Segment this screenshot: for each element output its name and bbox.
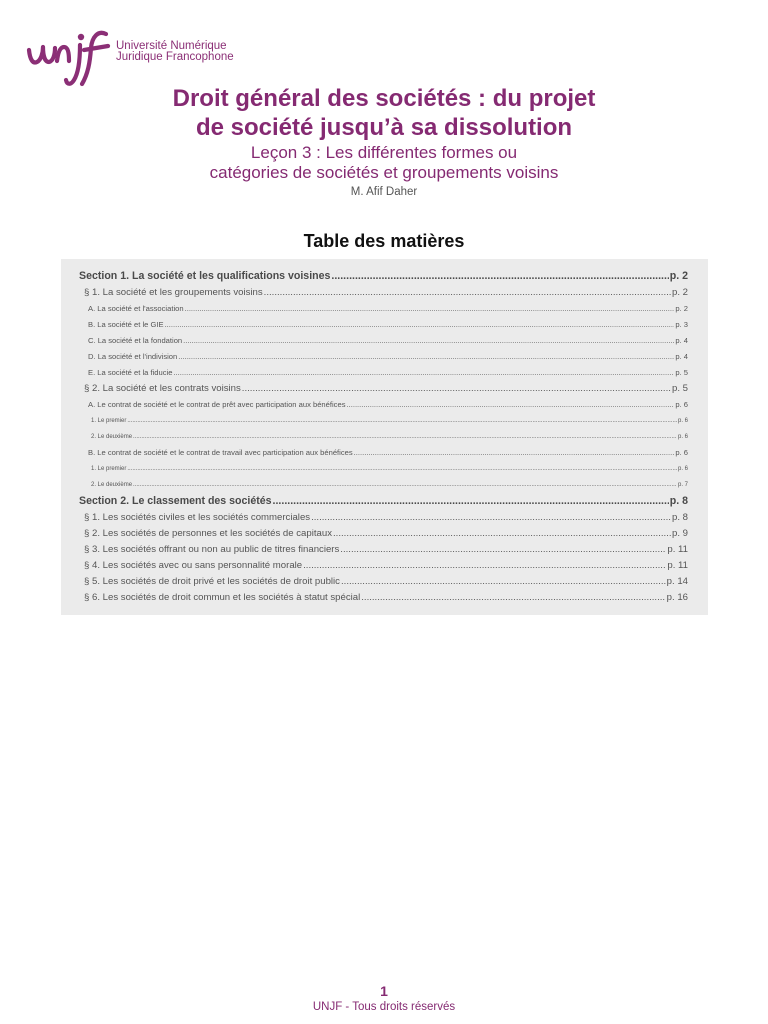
toc-entry[interactable] bbox=[79, 461, 688, 477]
toc-leader-dots bbox=[341, 574, 666, 590]
toc-entry-page: p. 3 bbox=[675, 320, 688, 329]
toc-entry-label: § 6. Les sociétés de droit commun et les sociétés à statut spécial bbox=[84, 592, 361, 603]
toc-leader-dots bbox=[178, 349, 674, 365]
toc-leader-dots bbox=[361, 590, 665, 606]
toc-entry[interactable] bbox=[79, 333, 688, 349]
toc-entry[interactable] bbox=[79, 526, 688, 542]
toc-leader-dots bbox=[242, 381, 671, 397]
toc-leader-dots bbox=[127, 461, 677, 477]
toc-entry-page: p. 6 bbox=[677, 466, 688, 472]
toc-entry-page: p. 5 bbox=[671, 383, 688, 394]
toc-entry-label: § 2. La société et les contrats voisins bbox=[84, 383, 241, 394]
toc-entry-page: p. 8 bbox=[669, 495, 688, 507]
page-footer bbox=[0, 982, 768, 1015]
toc-entry[interactable] bbox=[79, 397, 688, 413]
author-name: M. Afif Daher bbox=[350, 186, 418, 198]
toc-entry[interactable] bbox=[79, 429, 688, 445]
toc-entry-page: p. 7 bbox=[677, 482, 688, 488]
toc-entry-label: § 5. Les sociétés de droit privé et les sociétés de droit public bbox=[84, 576, 340, 587]
toc-leader-dots bbox=[303, 558, 666, 574]
toc-leader-dots bbox=[333, 526, 671, 542]
toc-entry-label: A. Le contrat de société et le contrat de prêt avec participation aux bénéfices bbox=[88, 400, 346, 409]
toc-entry-page: p. 11 bbox=[667, 544, 688, 555]
logo-line-1: Université Numérique bbox=[116, 40, 227, 52]
toc-entry[interactable] bbox=[79, 558, 688, 574]
table-of-contents bbox=[61, 259, 708, 615]
toc-entry[interactable] bbox=[79, 301, 688, 317]
toc-entry-page: p. 6 bbox=[675, 400, 688, 409]
toc-entry-label: § 2. Les sociétés de personnes et les sociétés de capitaux bbox=[84, 528, 332, 539]
document-title: Droit général des sociétés : du projet de société jusqu’à sa dissolution bbox=[172, 85, 596, 141]
toc-entry-page: p. 2 bbox=[669, 270, 688, 282]
unjf-logo bbox=[24, 28, 264, 90]
toc-list bbox=[79, 268, 688, 606]
unjf-logo-icon bbox=[24, 28, 116, 90]
toc-leader-dots bbox=[185, 301, 675, 317]
toc-entry[interactable] bbox=[79, 574, 688, 590]
toc-entry[interactable] bbox=[79, 365, 688, 381]
toc-entry-label: § 3. Les sociétés offrant ou non au public de titres financiers bbox=[84, 544, 340, 555]
toc-leader-dots bbox=[165, 317, 675, 333]
toc-entry[interactable] bbox=[79, 381, 688, 397]
page-number: 1 bbox=[380, 983, 388, 999]
toc-entry[interactable] bbox=[79, 477, 688, 493]
toc-entry[interactable] bbox=[79, 542, 688, 558]
toc-leader-dots bbox=[183, 333, 674, 349]
toc-leader-dots bbox=[133, 429, 677, 445]
toc-leader-dots bbox=[133, 477, 677, 493]
toc-leader-dots bbox=[264, 285, 671, 301]
toc-entry-label: A. La société et l'association bbox=[88, 304, 184, 313]
toc-entry-label: Section 1. La société et les qualifications voisines bbox=[79, 270, 331, 282]
toc-entry-label: C. La société et la fondation bbox=[88, 336, 183, 345]
toc-entry-page: p. 5 bbox=[675, 368, 688, 377]
toc-leader-dots bbox=[347, 397, 675, 413]
toc-entry[interactable] bbox=[79, 285, 688, 301]
toc-leader-dots bbox=[273, 493, 669, 510]
toc-entry[interactable] bbox=[79, 510, 688, 526]
toc-leader-dots bbox=[311, 510, 671, 526]
toc-entry-label: § 4. Les sociétés avec ou sans personnalité morale bbox=[84, 560, 303, 571]
toc-entry-label: 1. Le premier bbox=[91, 466, 127, 472]
toc-entry[interactable] bbox=[79, 445, 688, 461]
logo-line-2: Juridique Francophone bbox=[116, 51, 234, 63]
toc-entry-page: p. 14 bbox=[666, 576, 688, 587]
toc-entry-page: p. 4 bbox=[675, 336, 688, 345]
toc-entry-page: p. 8 bbox=[671, 512, 688, 523]
copyright-notice: UNJF - Tous droits réservés bbox=[312, 1001, 456, 1013]
toc-entry-page: p. 11 bbox=[667, 560, 688, 571]
toc-entry[interactable] bbox=[79, 413, 688, 429]
toc-leader-dots bbox=[173, 365, 674, 381]
toc-entry-label: B. Le contrat de société et le contrat de travail avec participation aux bénéfices bbox=[88, 448, 353, 457]
toc-entry-page: p. 2 bbox=[675, 304, 688, 313]
toc-entry-page: p. 2 bbox=[671, 287, 688, 298]
toc-leader-dots bbox=[127, 413, 677, 429]
toc-entry-label: 2. Le deuxième bbox=[91, 434, 133, 440]
toc-heading: Table des matières bbox=[303, 231, 465, 251]
toc-entry-page: p. 6 bbox=[675, 448, 688, 457]
toc-entry-label: B. La société et le GIE bbox=[88, 320, 164, 329]
toc-entry-label: 1. Le premier bbox=[91, 418, 127, 424]
toc-entry-label: E. La société et la fiducie bbox=[88, 368, 173, 377]
toc-entry-page: p. 6 bbox=[677, 418, 688, 424]
toc-entry[interactable] bbox=[79, 268, 688, 285]
title-block bbox=[0, 84, 768, 198]
toc-entry-label: § 1. Les sociétés civiles et les sociétés commerciales bbox=[84, 512, 311, 523]
toc-entry[interactable] bbox=[79, 493, 688, 510]
lesson-subtitle: Leçon 3 : Les différentes formes ou catégories de sociétés et groupements voisins bbox=[209, 143, 559, 182]
toc-entry-label: Section 2. Le classement des sociétés bbox=[79, 495, 272, 507]
toc-entry-page: p. 6 bbox=[677, 434, 688, 440]
toc-leader-dots bbox=[340, 542, 666, 558]
toc-leader-dots bbox=[331, 268, 668, 285]
toc-entry-label: D. La société et l'indivision bbox=[88, 352, 178, 361]
toc-entry-label: § 1. La société et les groupements voisins bbox=[84, 287, 263, 298]
toc-entry[interactable] bbox=[79, 349, 688, 365]
toc-entry-page: p. 9 bbox=[671, 528, 688, 539]
toc-entry-page: p. 16 bbox=[666, 592, 688, 603]
toc-entry-page: p. 4 bbox=[675, 352, 688, 361]
toc-leader-dots bbox=[354, 445, 675, 461]
toc-entry[interactable] bbox=[79, 590, 688, 606]
toc-entry[interactable] bbox=[79, 317, 688, 333]
toc-entry-label: 2. Le deuxième bbox=[91, 482, 133, 488]
